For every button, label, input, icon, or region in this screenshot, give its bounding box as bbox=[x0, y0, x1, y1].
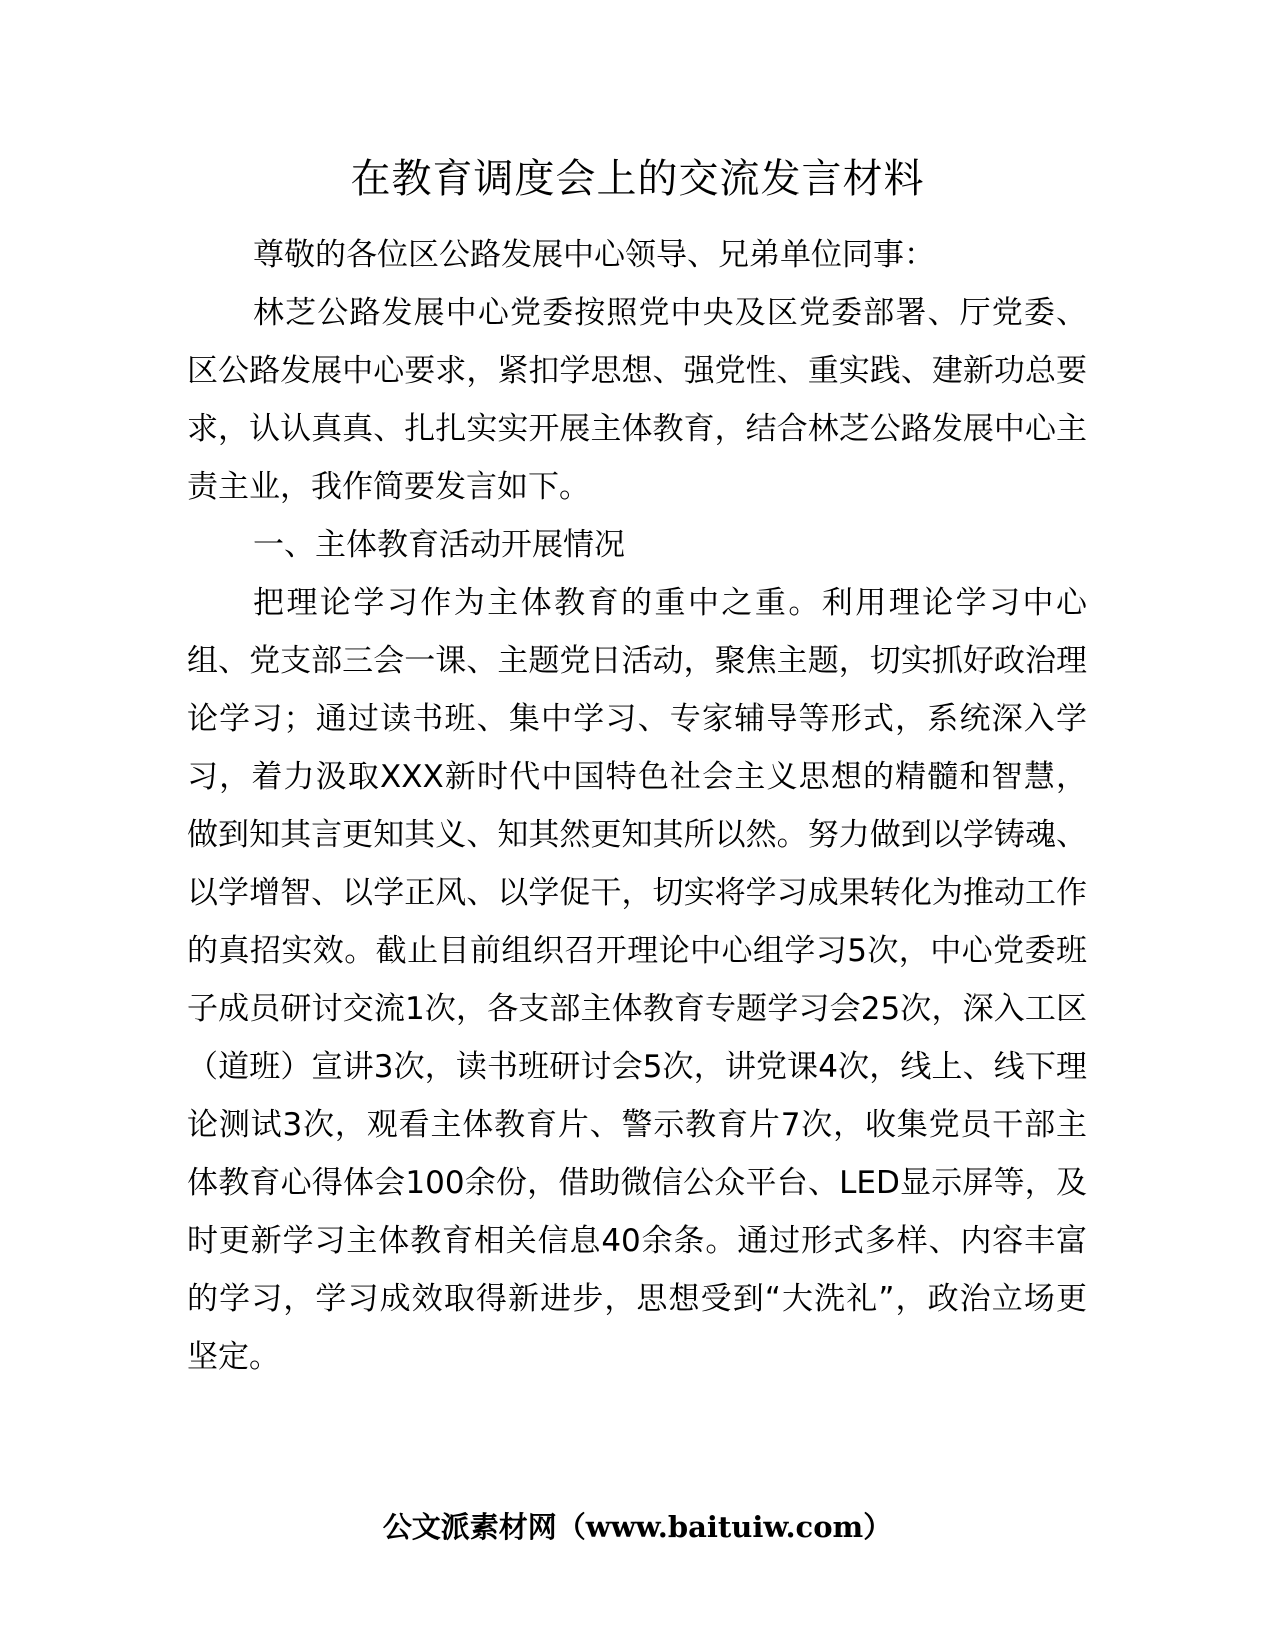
content-paragraph: 把理论学习作为主体教育的重中之重。利用理论学习中心组、党支部三会一课、主题党日活动，聚焦主题，切实抓好政治理论学习；通过读书班、集中学习、专家辅导等形式，系统深入学习，着力汲取XXX新时代中国特色社会主义思想的精髓和智慧，做到知其言更知其义、知其然更知其所以然。努力做到以学铸魂、以学增智、以学正风、以学促干，切实将学习成果转化为推动工作的真招实效。截止目前组织召开理论中心组学习5次，中心党委班子成员研讨交流1次，各支部主体教育专题学习会25次，深入工区（道班）宣讲3次，读书班研讨会5次，讲党课4次，线上、线下理论测试3次，观看主体教育片、警示教育片7次，收集党员干部主体教育心得体会100余份，借助微信公众平台、LED显示屏等，及时更新学习主体教育相关信息40余条。通过形式多样、内容丰富的学习，学习成效取得新进步，思想受到“大洗礼”，政治立场更坚定。 bbox=[187, 585, 1087, 1375]
document-body bbox=[187, 226, 1087, 1386]
document-title: 在教育调度会上的交流发言材料 bbox=[350, 156, 925, 202]
watermark-footer: 公文派素材网（www.baituiw.com） bbox=[382, 1510, 893, 1544]
salutation-paragraph: 尊敬的各位区公路发展中心领导、兄弟单位同事： bbox=[253, 237, 935, 273]
intro-paragraph: 林芝公路发展中心党委按照党中央及区党委部署、厅党委、区公路发展中心要求，紧扣学思想、强党性、重实践、建新功总要求，认认真真、扎扎实实开展主体教育，结合林芝公路发展中心主责主业，我作简要发言如下。 bbox=[187, 295, 1087, 505]
section-heading: 一、主体教育活动开展情况 bbox=[253, 527, 625, 563]
